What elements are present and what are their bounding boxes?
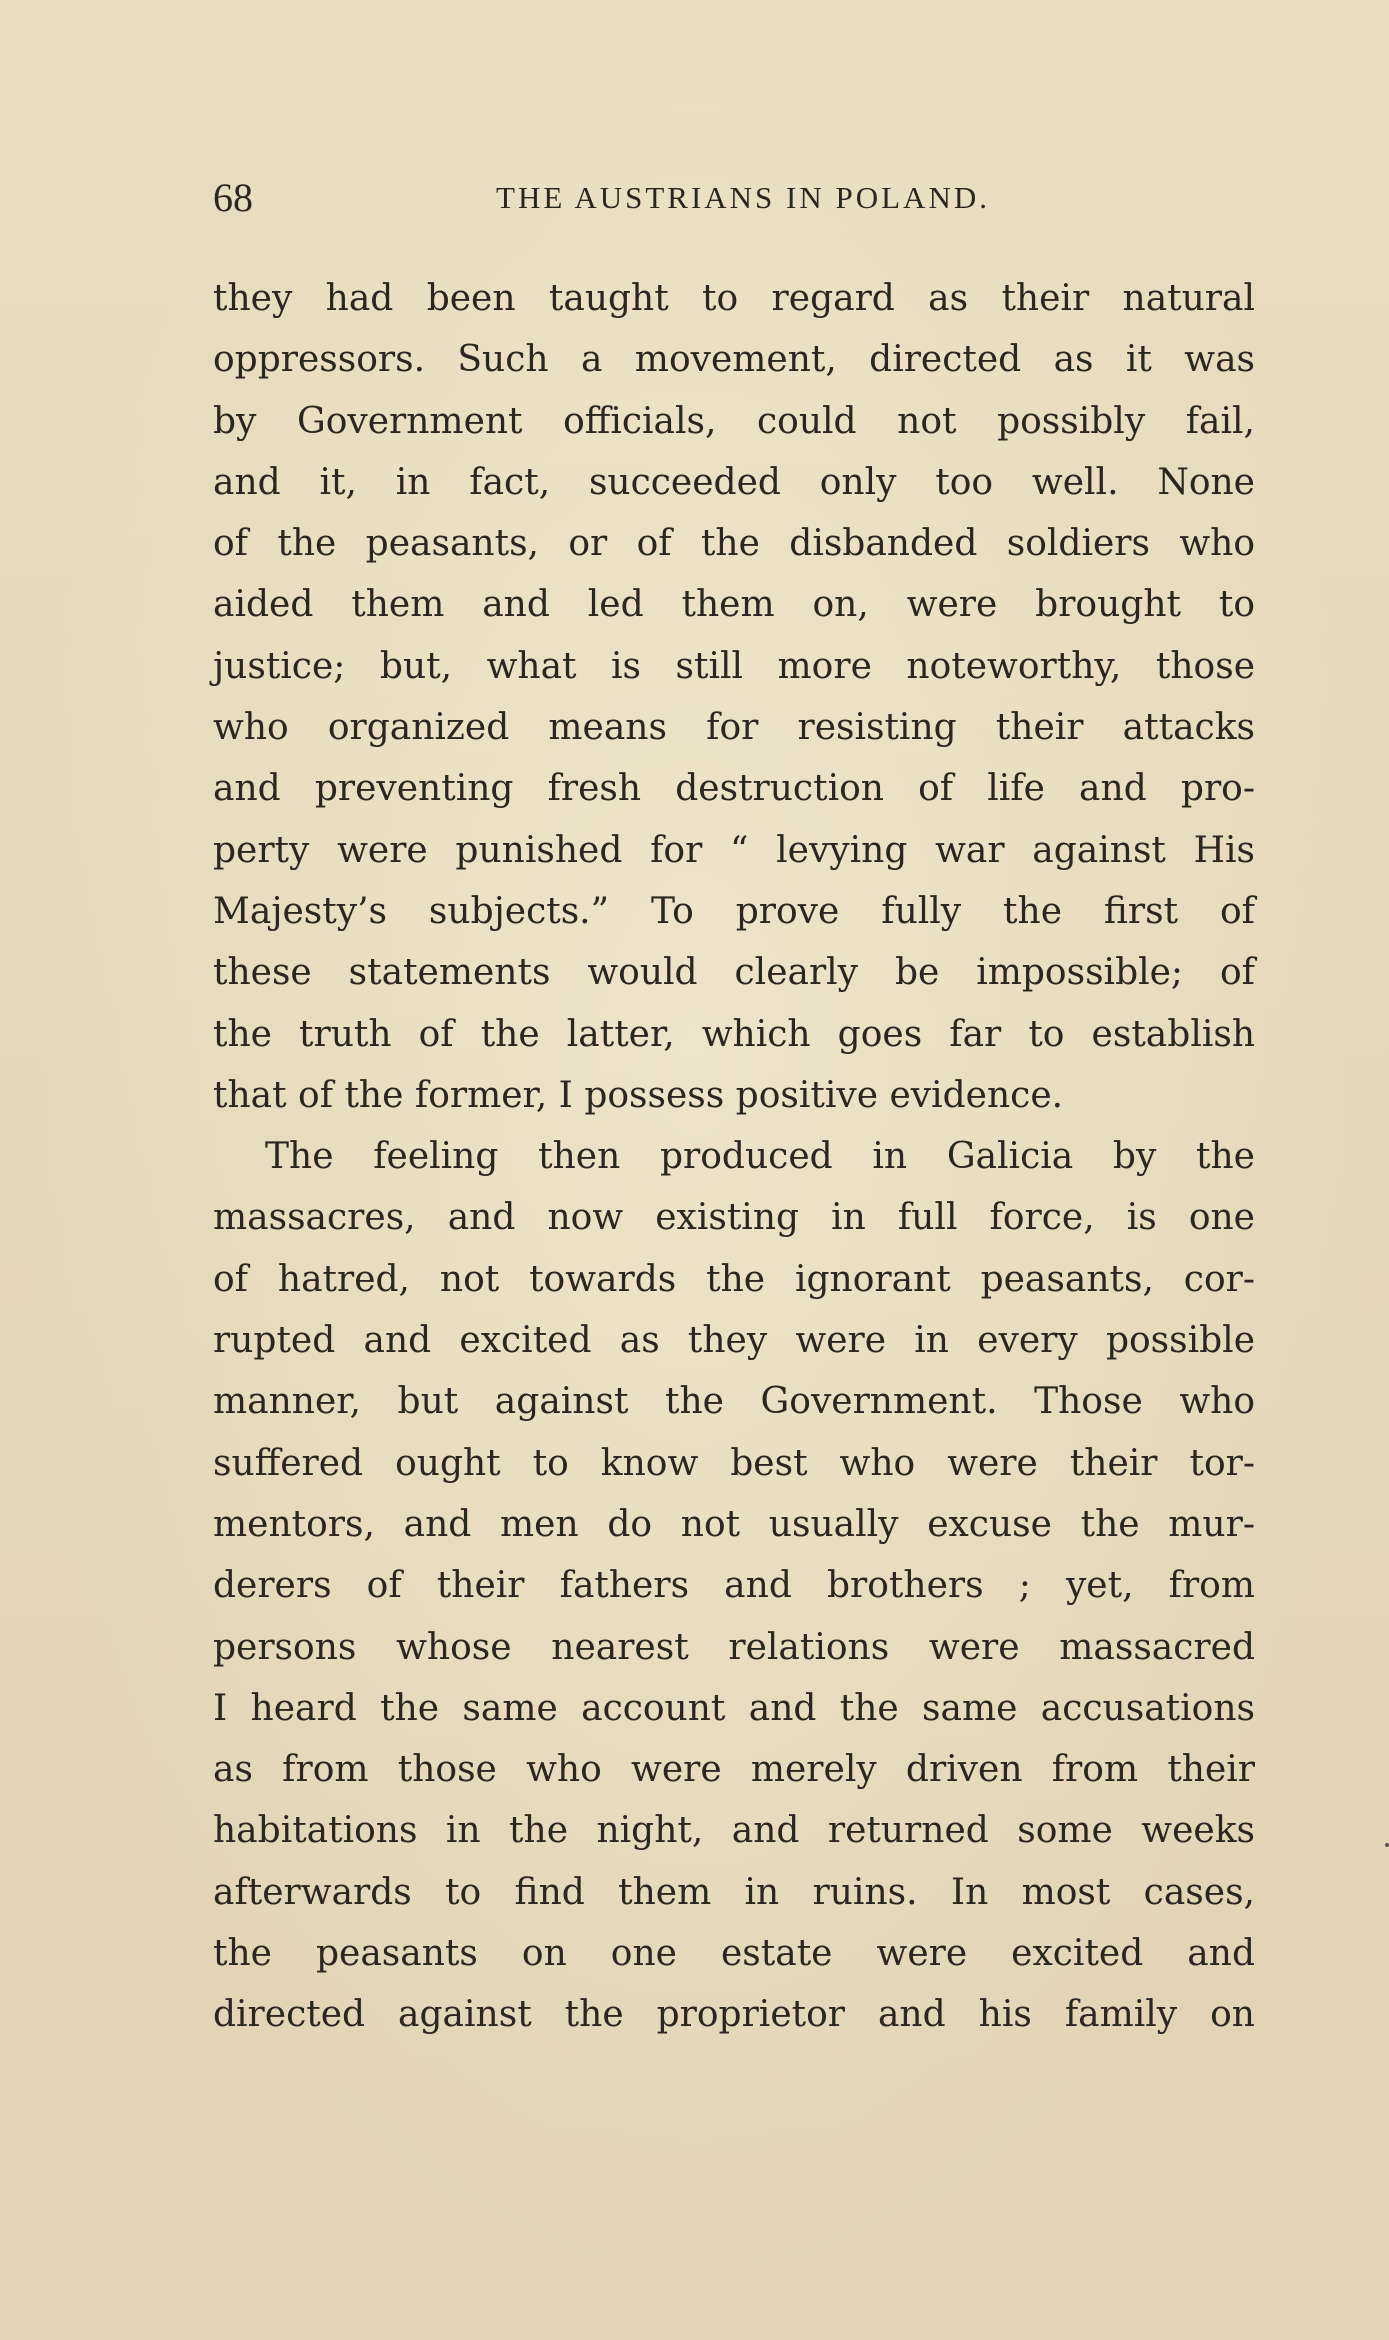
text-line: habitations in the night, and returned some weeks [213, 1810, 1255, 1852]
paragraph-end-line: that of the former, I possess positive evidence. [213, 1074, 1064, 1116]
text-line: justice; but, what is still more noteworthy, those [213, 645, 1255, 687]
text-line: rupted and excited as they were in every possible [213, 1320, 1255, 1362]
text-line: I heard the same account and the same accusations [213, 1687, 1255, 1729]
text-line: these statements would clearly be impossible; of [213, 952, 1255, 994]
page-header [213, 170, 1253, 226]
text-line: manner, but against the Government. Those who [213, 1381, 1255, 1423]
page-number: 68 [213, 175, 253, 220]
paragraph-start-line: The feeling then produced in Galicia by the [265, 1136, 1255, 1178]
text-line: directed against the proprietor and his family on [213, 1994, 1255, 2036]
text-line: by Government officials, could not possibly fail, [213, 400, 1255, 442]
text-line: mentors, and men do not usually excuse the mur- [213, 1503, 1255, 1545]
text-line: persons whose nearest relations were massacred [213, 1626, 1255, 1668]
body-text [213, 268, 1255, 2046]
text-line: as from those who were merely driven from their [213, 1749, 1255, 1791]
text-line: afterwards to find them in ruins. In most cases, [213, 1871, 1255, 1913]
text-line: the truth of the latter, which goes far to establish [213, 1013, 1255, 1055]
text-line: suffered ought to know best who were their tor- [213, 1442, 1255, 1484]
text-line: and it, in fact, succeeded only too well. None [213, 461, 1255, 503]
margin-speck [1385, 1843, 1389, 1847]
text-line: the peasants on one estate were excited and [213, 1933, 1255, 1975]
running-head: THE AUSTRIANS IN POLAND. [496, 180, 990, 215]
text-line: oppressors. Such a movement, directed as it was [213, 339, 1255, 381]
text-line: massacres, and now existing in full force, is one [213, 1197, 1255, 1239]
text-line: of hatred, not towards the ignorant peasants, cor- [213, 1258, 1255, 1300]
text-line: aided them and led them on, were brought to [213, 584, 1255, 626]
text-line: and preventing fresh destruction of life and pro- [213, 768, 1255, 810]
text-line: they had been taught to regard as their natural [213, 278, 1255, 319]
text-line: Majesty’s subjects.” To prove fully the first of [213, 890, 1255, 932]
text-line: perty were punished for “ levying war against His [213, 829, 1255, 871]
text-line: of the peasants, or of the disbanded soldiers who [213, 523, 1255, 565]
text-line: who organized means for resisting their attacks [213, 707, 1255, 749]
text-line: derers of their fathers and brothers ; yet, from [213, 1565, 1255, 1607]
